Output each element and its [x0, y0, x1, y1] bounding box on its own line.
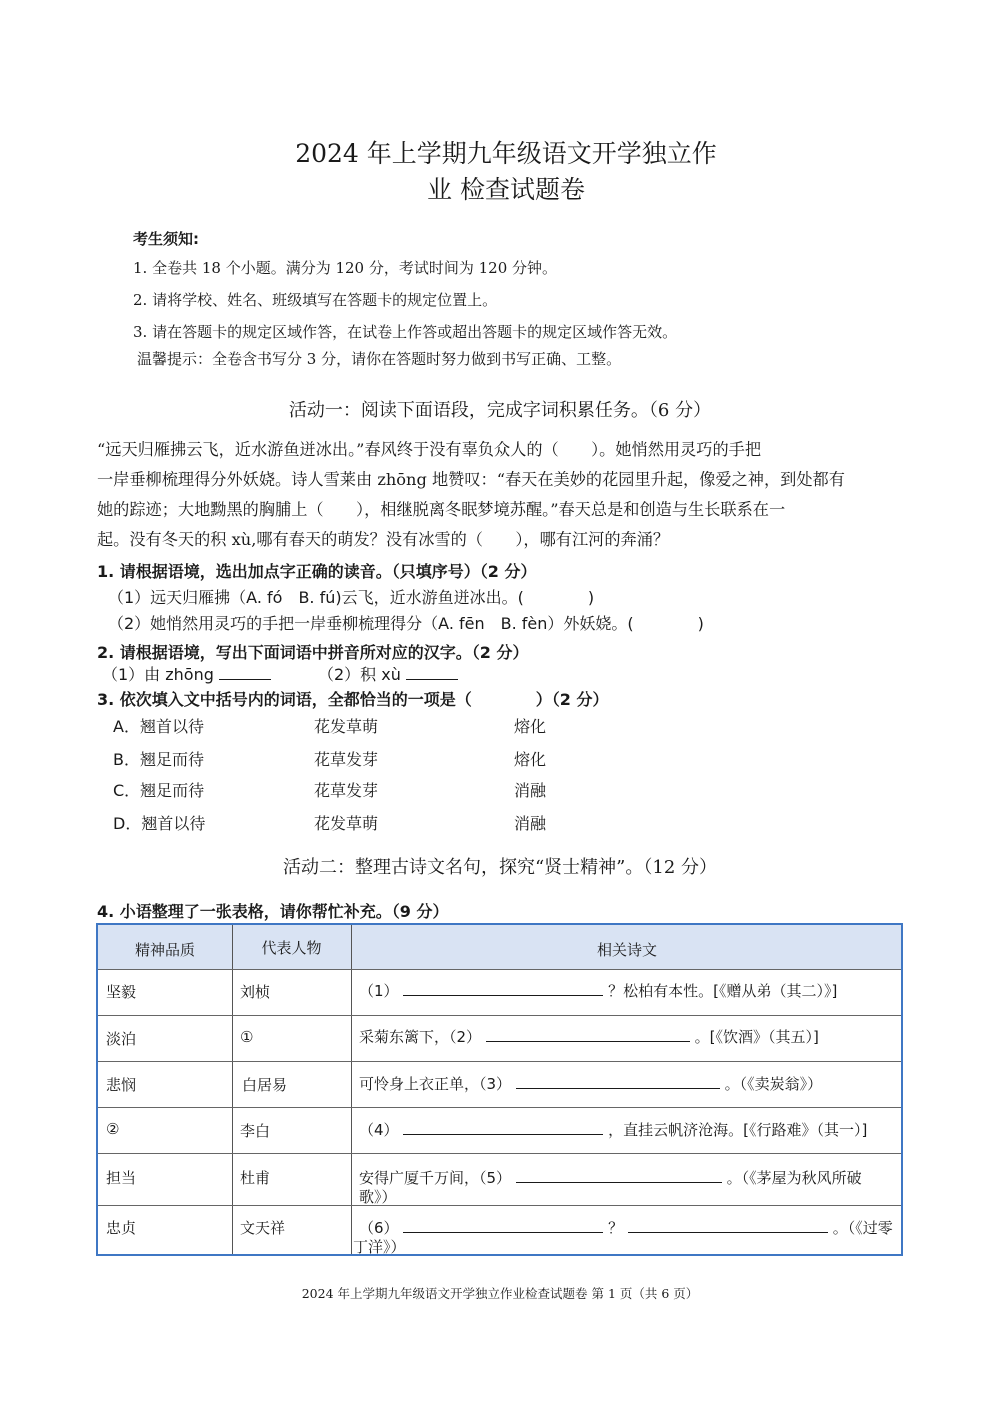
row6-answer-blank-2[interactable] — [628, 1218, 828, 1233]
poetry-table — [96, 923, 903, 1256]
row3-quality: 悲悯 — [106, 1076, 137, 1094]
q1-item-2: （2）她悄然用灵巧的手把一岸垂柳梳理得分（A. fēn B. fèn）外妖娆。( ) — [108, 614, 704, 633]
q3-option-c: C．翘足而待 — [113, 781, 205, 800]
row5-answer-blank[interactable] — [516, 1168, 722, 1183]
row1-poem-post: ？松柏有本性。[《赠从弟（其二）》] — [608, 982, 838, 1000]
q3-option-d-word3: 消融 — [514, 814, 547, 833]
table-divider — [98, 969, 901, 970]
q3-option-d-word2: 花发草萌 — [314, 814, 379, 833]
header-person: 代表人物 — [261, 939, 322, 957]
q2-item-2 — [318, 662, 458, 685]
table-divider — [98, 1205, 901, 1206]
q2-answer-blank-1[interactable] — [219, 663, 271, 680]
q3-option-a-word3: 熔化 — [514, 717, 547, 736]
q3-option-d: D．翘首以待 — [113, 814, 206, 833]
row6-poem-post: 。（《过零 — [832, 1219, 893, 1237]
header-quality: 精神品质 — [134, 941, 195, 959]
q2-stem: 2. 请根据语境，写出下面词语中拼音所对应的汉字。（2 分） — [97, 643, 529, 662]
row4-answer-blank[interactable] — [403, 1120, 603, 1135]
q3-option-c-word3: 消融 — [514, 781, 547, 800]
row4-poem — [359, 1119, 867, 1140]
q3-option-a-word2: 花发草萌 — [314, 717, 379, 736]
row5-person: 杜甫 — [240, 1169, 271, 1187]
row3-answer-blank[interactable] — [516, 1074, 720, 1089]
table-divider — [98, 1061, 901, 1062]
row5-poem — [359, 1167, 862, 1188]
notice-tip: 温馨提示：全卷含书写分 3 分，请你在答题时努力做到书写正确、工整。 — [137, 350, 622, 368]
activity2-heading: 活动二：整理古诗文名句，探究“贤士精神”。（12 分） — [282, 857, 718, 878]
row2-quality: 淡泊 — [106, 1030, 137, 1048]
q2-answer-blank-2[interactable] — [406, 663, 458, 680]
passage-line-2: 一岸垂柳梳理得分外妖娆。诗人雪莱由 zhōng 地赞叹：“春天在美妙的花园里升起，像爱之神，到处都有 — [97, 470, 845, 489]
q3-stem: 3. 依次填入文中括号内的词语，全都恰当的一项是（ ）（2 分） — [97, 690, 609, 709]
notice-heading: 考生须知: — [133, 230, 199, 248]
table-divider — [98, 1107, 901, 1108]
activity1-heading: 活动一：阅读下面语段，完成字词积累任务。（6 分） — [288, 400, 712, 421]
row6-poem-pre: （6） — [359, 1219, 399, 1237]
row2-answer-blank[interactable] — [486, 1027, 690, 1042]
q3-option-b: B．翘足而待 — [113, 750, 204, 769]
page-title-line2: 业 检查试题卷 — [427, 175, 585, 204]
row1-poem — [359, 980, 837, 1001]
notice-item-3: 3. 请在答题卡的规定区域作答，在试卷上作答或超出答题卡的规定区域作答无效。 — [133, 323, 678, 341]
row1-poem-pre: （1） — [359, 982, 399, 1000]
q1-stem: 1. 请根据语境，选出加点字正确的读音。（只填序号）（2 分） — [97, 562, 537, 581]
row4-person: 李白 — [240, 1122, 271, 1140]
q3-option-b-word3: 熔化 — [514, 750, 547, 769]
row2-poem — [359, 1026, 819, 1047]
row6-person: 文天祥 — [240, 1219, 286, 1237]
passage-line-1: “远天归雁拂云飞，近水游鱼迸冰出。”春风终于没有辜负众人的（ ）。她悄然用灵巧的手把 — [97, 440, 762, 459]
row6-answer-blank-1[interactable] — [403, 1218, 603, 1233]
row3-poem-post: 。（《卖炭翁》） — [724, 1075, 823, 1093]
table-divider — [98, 1153, 901, 1154]
row6-quality: 忠贞 — [106, 1219, 137, 1237]
q3-option-b-word2: 花草发芽 — [314, 750, 379, 769]
row4-quality-placeholder[interactable]: ② — [106, 1120, 120, 1138]
page-footer: 2024 年上学期九年级语文开学独立作业检查试题卷 第 1 页（共 6 页） — [301, 1286, 699, 1301]
row3-poem — [359, 1073, 822, 1094]
row6-poem — [359, 1217, 893, 1238]
row5-poem-wrap: 歌》） — [359, 1188, 397, 1206]
table-divider — [98, 1015, 901, 1016]
passage-line-4: 起。没有冬天的积 xù,哪有春天的萌发？没有冰雪的（ ），哪有江河的奔涌？ — [97, 530, 670, 549]
row6-poem-mid: ？ — [608, 1219, 624, 1237]
q2-item-1-label: （1）由 zhōng — [102, 665, 214, 684]
row3-person: 白居易 — [242, 1076, 288, 1094]
page-title-line1: 2024 年上学期九年级语文开学独立作 — [295, 139, 717, 168]
notice-item-1: 1. 全卷共 18 个小题。满分为 120 分，考试时间为 120 分钟。 — [133, 259, 558, 277]
q2-item-1 — [102, 662, 271, 685]
q1-item-1: （1）远天归雁拂（A. fó B. fú)云飞，近水游鱼迸冰出。( ) — [108, 588, 595, 607]
row5-quality: 担当 — [106, 1169, 137, 1187]
row5-poem-pre: 安得广厦千万间，（5） — [359, 1169, 512, 1187]
header-poem: 相关诗文 — [596, 941, 657, 959]
q4-stem: 4. 小语整理了一张表格，请你帮忙补充。（9 分） — [97, 902, 449, 921]
row4-poem-post: ，直挂云帆济沧海。[《行路难》（其一）] — [608, 1121, 868, 1139]
row1-person: 刘桢 — [240, 983, 271, 1001]
row2-poem-pre: 采菊东篱下，（2） — [359, 1028, 482, 1046]
notice-item-2: 2. 请将学校、姓名、班级填写在答题卡的规定位置上。 — [133, 291, 498, 309]
passage-line-3: 她的踪迹；大地黝黑的胸脯上（ ），相继脱离冬眠梦境苏醒。”春天总是和创造与生长联系在一 — [97, 500, 786, 519]
row2-poem-post: 。[《饮酒》（其五）] — [694, 1028, 819, 1046]
row4-poem-pre: （4） — [359, 1121, 399, 1139]
q3-option-a: A．翘首以待 — [113, 717, 204, 736]
row1-quality: 坚毅 — [106, 983, 137, 1001]
q2-item-2-label: （2）积 xù — [318, 665, 401, 684]
row2-person-placeholder[interactable]: ① — [240, 1028, 254, 1046]
q3-option-c-word2: 花草发芽 — [314, 781, 379, 800]
row6-poem-wrap: 丁洋》） — [353, 1238, 406, 1256]
row1-answer-blank[interactable] — [403, 981, 603, 996]
row5-poem-post: 。（《茅屋为秋风所破 — [726, 1169, 862, 1187]
row3-poem-pre: 可怜身上衣正单，（3） — [359, 1075, 512, 1093]
